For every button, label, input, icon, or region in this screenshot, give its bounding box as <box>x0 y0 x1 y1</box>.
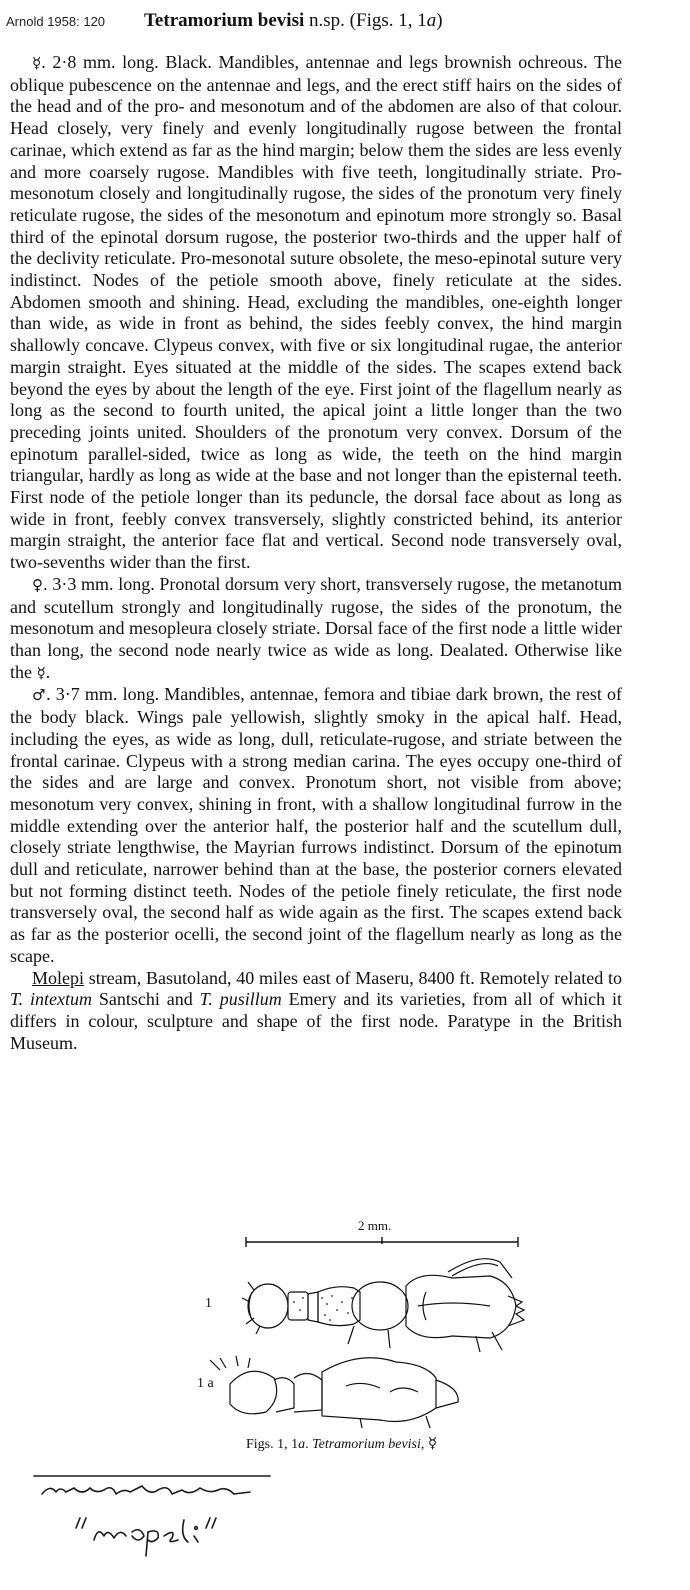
female-text-end: . <box>45 661 51 682</box>
figure-caption <box>246 1434 437 1453</box>
species-ref-pusillum: T. pusillum <box>199 989 282 1010</box>
caption-suffix: , <box>420 1437 428 1452</box>
citation-label: Arnold 1958: 120 <box>6 14 106 29</box>
caption-prefix: Figs. 1, 1 <box>246 1437 299 1452</box>
locality-end-text: Emery and its varieties, from all of which it differs in colour, sculpture and shape of the first node. Paratype in the British Museum. <box>10 989 622 1053</box>
status-label: n.sp. <box>304 10 350 31</box>
female-paragraph <box>10 574 622 685</box>
worker-text: . 2·8 mm. long. Black. Mandibles, antennae and legs brownish ochreous. The oblique pubescence on the antennae and legs, and the erect stiff hairs on the sides of the head and of the pro- and mesonotum and of the abdomen are also of that colour. Head closely, very finely and evenly longitudinally rugose between the frontal carinae, which extend as far as the hind margin; below them the sides are less evenly and more coarsely rugose. Mandibles with five teeth, longitudinally striate. Pro-mesonotum closely and longitudinally rugose, the sides of the pronotum very finely reticulate rugose, the sides of the mesonotum and epinotum more strongly so. Basal third of the epinotal dorsum rugose, the posterior two-thirds and the upper half of the declivity reticulate. Pro-mesonotal suture obsolete, the meso-epinotal suture very indistinct. Nodes of the petiole smooth above, finely reticulate at the sides. Abdomen smooth and shining. Head, excluding the mandibles, one-eighth longer than wide, as wide in front as behind, the sides feebly convex, the hind margin shallowly concave. Clypeus convex, with five or six longitudinal rugae, the anterior margin straight. Eyes situated at the middle of the sides. The scapes extend back beyond the eyes by about the length of the eye. First joint of the flagellum nearly as long as the second to fourth united, the apical joint a little longer than the two preceding joints united. Shoulders of the pronotum very convex. Dorsum of the epinotum parallel-sided, twice as long as wide, the teeth on the hind margin triangular, hardly as long as wide at the base and not longer than the episternal teeth. First node of the petiole longer than its peduncle, the dorsal face about as long as wide in front, feebly convex transversely, slightly constricted behind, its anterior margin straight, the anterior face flat and vertical. Second node transversely oval, two-sevenths wider than the first. <box>10 52 622 573</box>
figs-ref-open: (Figs. <box>349 10 399 31</box>
male-symbol: ♂ <box>32 686 47 705</box>
between-species-text: Santschi and <box>92 989 200 1010</box>
title-line <box>144 10 443 32</box>
figure-label-lateral: 1 a <box>197 1376 214 1391</box>
worker-paragraph <box>10 52 622 574</box>
scale-bar <box>246 1237 518 1247</box>
scale-label: 2 mm. <box>358 1218 392 1233</box>
header <box>6 8 686 38</box>
dorsal-stipple <box>293 1295 353 1321</box>
worker-symbol-inline: ☿ <box>36 663 46 682</box>
dorsal-view-drawing <box>242 1259 524 1352</box>
figs-ref-italic: a <box>426 10 437 31</box>
female-text: . 3·3 mm. long. Pronotal dorsum very short, transversely rugose, the metanotum and scutellum strongly and longitudinally rugose, the sides of the pronotum, the mesonotum and mesopleura closely striate. Dorsal face of the first node a little wider than long, the second node nearly twice as wide as long. Dealated. Otherwise like the <box>10 573 622 682</box>
figs-ref-num: 1, 1 <box>398 10 427 31</box>
locality-text: stream, Basutoland, 40 miles east of Maseru, 8400 ft. Remotely related to <box>84 967 622 988</box>
ant-illustration <box>190 1212 560 1432</box>
handwritten-annotation-drawing <box>30 1470 290 1570</box>
female-symbol: ♀ <box>32 575 44 594</box>
caption-species: Tetramorium bevisi <box>312 1437 421 1452</box>
male-text: . 3·7 mm. long. Mandibles, antennae, femora and tibiae dark brown, the rest of the body black. Wings pale yellowish, slightly smoky in the apical half. Head, including the eyes, as wide as long, dull, reticulate-rugose, and striate between the frontal carinae. Clypeus with a strong median carina. The eyes occupy one-third of the sides and are large and convex. Pronotum short, not visible from above; mesonotum very convex, shining in front, with a shallow longitudinal furrow in the middle extending over the anterior half, the posterior half and the scutellum dull, closely striate lengthwise, the Mayrian furrows indistinct. Dorsum of the epinotum dull and reticulate, narrower behind than at the base, the posterior corners elevated but not forming distinct teeth. Nodes of the petiole finely reticulate, the first node transversely oval, the second half as wide again as the first. The scapes extend back as far as the posterior ocelli, the second joint of the flagellum nearly as long as the scape. <box>10 684 622 966</box>
worker-symbol: ☿ <box>32 54 42 72</box>
caption-dot: . <box>305 1437 313 1452</box>
caption-worker-symbol: ☿ <box>427 1434 438 1452</box>
locality-paragraph <box>10 968 622 1055</box>
handwritten-annotation <box>30 1470 290 1570</box>
figure-label-dorsal: 1 <box>205 1296 212 1311</box>
male-paragraph <box>10 684 622 967</box>
description-text <box>10 52 622 1054</box>
locality-name: Molepi <box>32 967 84 988</box>
species-title: Tetramorium bevisi <box>144 10 305 31</box>
species-ref-intextum: T. intextum <box>10 989 93 1010</box>
lateral-view-drawing <box>210 1356 458 1428</box>
figs-ref-close: ) <box>436 10 443 31</box>
caption-a: a <box>298 1437 306 1452</box>
